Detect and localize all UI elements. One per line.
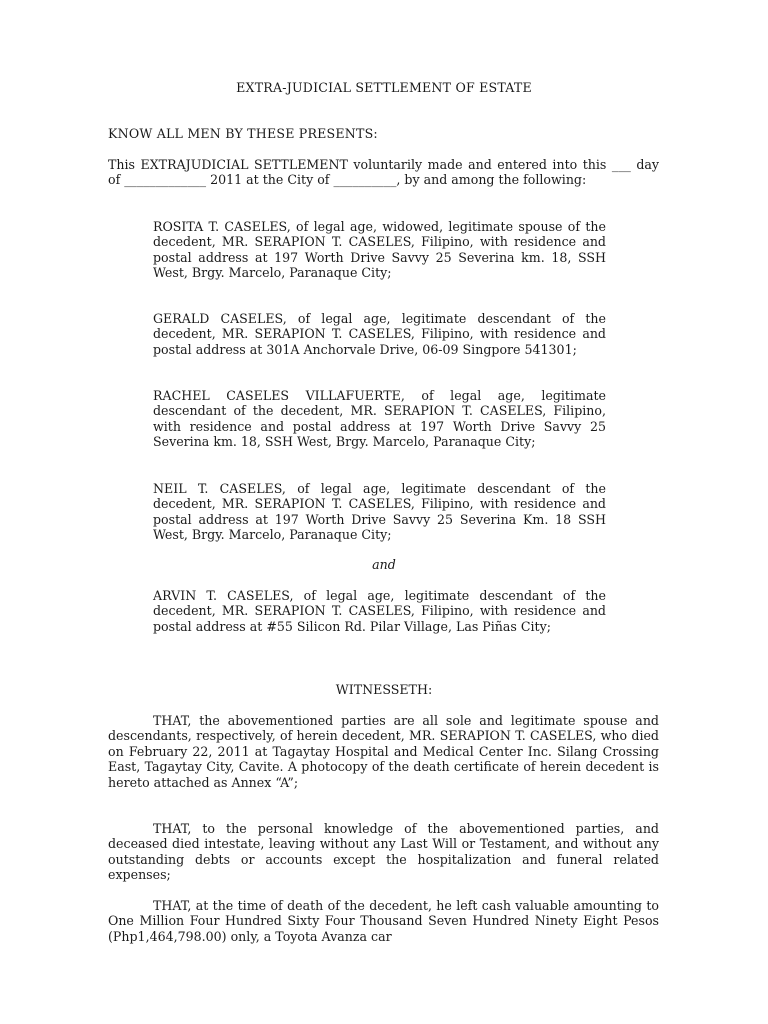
witnesseth-heading: WITNESSETH: bbox=[335, 682, 433, 697]
salutation: KNOW ALL MEN BY THESE PRESENTS: bbox=[108, 126, 378, 141]
clause-parties: THAT, the abovementioned parties are all sole and legitimate spouse and descendants, respectively, of herein decedent, MR. SERAPION T. CASELES, who died on February 22, 2011 at Tagaytay Hospital and Medical Center Inc. Silang Crossing East, Tagaytay City, Cavite. A photocopy of the death certificate of herein decedent is hereto attached as Annex “A”; bbox=[108, 713, 659, 790]
intro-paragraph: This EXTRAJUDICIAL SETTLEMENT voluntarily made and entered into this ___ day of _____________ 2011 at the City of __________, by and among the following: bbox=[108, 157, 659, 188]
conjunction: and bbox=[372, 557, 396, 572]
document-title: EXTRA-JUDICIAL SETTLEMENT OF ESTATE bbox=[236, 80, 532, 95]
party-rachel: RACHEL CASELES VILLAFUERTE, of legal age, legitimate descendant of the decedent, MR. SERAPION T. CASELES, Filipino, with residence and postal address at 197 Worth Drive Savvy 25 Severina km. 18, SSH West, Brgy. Marcelo, Paranaque City; bbox=[153, 388, 606, 450]
party-gerald: GERALD CASELES, of legal age, legitimate descendant of the decedent, MR. SERAPION T. CASELES, Filipino, with residence and postal address at 301A Anchorvale Drive, 06-09 Singpore 541301; bbox=[153, 311, 606, 357]
party-arvin: ARVIN T. CASELES, of legal age, legitimate descendant of the decedent, MR. SERAPION T. CASELES, Filipino, with residence and postal address at #55 Silicon Rd. Pilar Village, Las Piñas City; bbox=[153, 588, 606, 634]
clause-intestate: THAT, to the personal knowledge of the abovementioned parties, and deceased died intestate, leaving without any Last Will or Testament, and without any outstanding debts or accounts except the hospitalization and funeral related expenses; bbox=[108, 821, 659, 883]
clause-estate: THAT, at the time of death of the decedent, he left cash valuable amounting to One Million Four Hundred Sixty Four Thousand Seven Hundred Ninety Eight Pesos (Php1,464,798.00) only, a Toyota Avanza car bbox=[108, 898, 659, 944]
party-neil: NEIL T. CASELES, of legal age, legitimate descendant of the decedent, MR. SERAPION T. CASELES, Filipino, with residence and postal address at 197 Worth Drive Savvy 25 Severina Km. 18 SSH West, Brgy. Marcelo, Paranaque City; bbox=[153, 481, 606, 543]
party-rosita: ROSITA T. CASELES, of legal age, widowed, legitimate spouse of the decedent, MR. SERAPION T. CASELES, Filipino, with residence and postal address at 197 Worth Drive Savvy 25 Severina km. 18, SSH West, Brgy. Marcelo, Paranaque City; bbox=[153, 219, 606, 281]
